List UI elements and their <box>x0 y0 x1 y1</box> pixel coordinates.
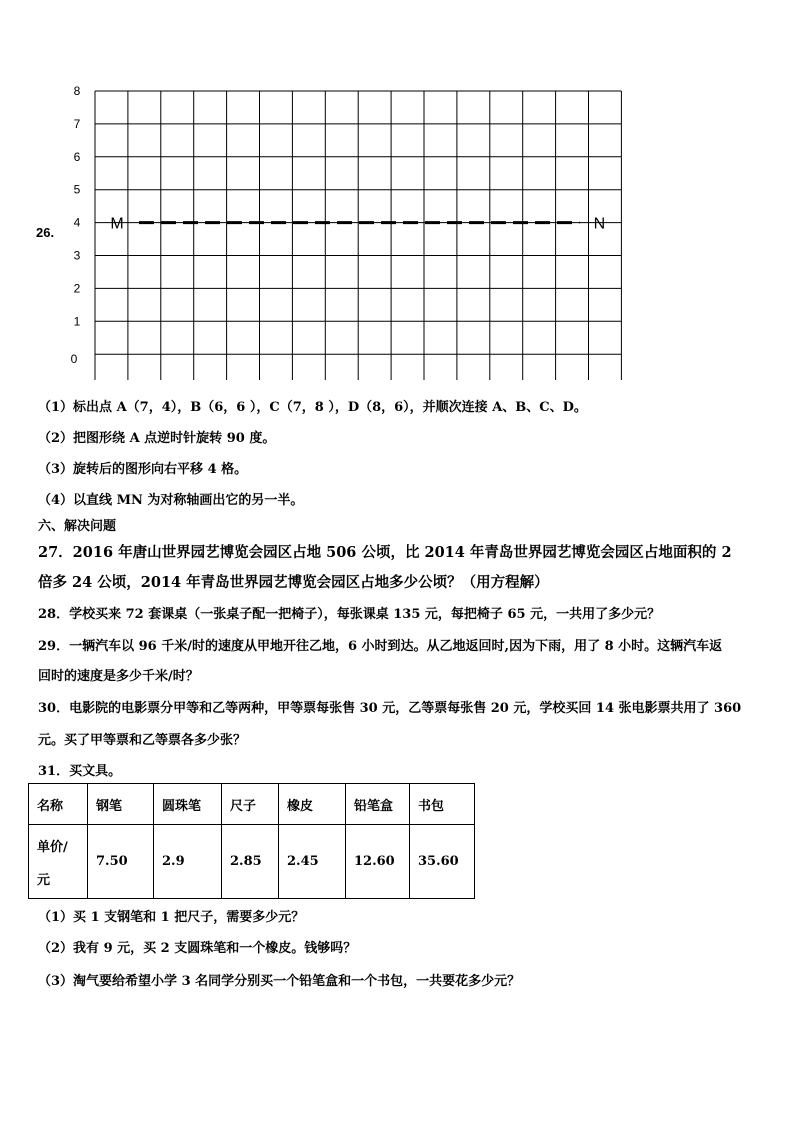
q29-line-1: 29．一辆汽车以 96 千米/时的速度从甲地开往乙地，6 小时到达。从乙地返回时,因为下雨，用了 8 小时。这辆汽车返 <box>38 639 723 654</box>
point-m-label: M <box>110 215 124 233</box>
point-n-label: N <box>593 215 606 233</box>
price-label-line-1: 单价/ <box>37 839 68 855</box>
question-26-number: 26. <box>36 225 55 240</box>
q26-part-3: （3）旋转后的图形向右平移 4 格。 <box>38 462 248 477</box>
q27-line-2: 倍多 24 公顷，2014 年青岛世界园艺博览会园区占地多少公顷？（用方程解） <box>38 574 549 591</box>
price-cell: 12.60 <box>346 825 410 899</box>
q31-part-1: （1）买 1 支钢笔和 1 把尺子，需要多少元？ <box>38 910 305 925</box>
q31-title: 31．买文具。 <box>38 764 122 779</box>
q30-line-2: 元。买了甲等票和乙等票各多少张？ <box>38 733 247 748</box>
origin-label: 0 <box>70 352 78 366</box>
price-label-line-2: 元 <box>37 872 51 888</box>
q28-text: 28．学校买来 72 套课桌（一张桌子配一把椅子），每张课桌 135 元，每把椅子 65 元，一共用了多少元？ <box>38 607 661 622</box>
grid-lines <box>95 91 621 380</box>
y-tick-label: 6 <box>73 149 81 164</box>
price-cell: 2.85 <box>222 825 279 899</box>
q31-part-3: （3）淘气要给希望小学 3 名同学分别买一个铅笔盒和一个书包，一共要花多少元？ <box>38 974 521 989</box>
item-cell: 尺子 <box>222 784 279 825</box>
item-cell: 钢笔 <box>88 784 154 825</box>
q26-part-1: （1）标出点 A（7，4），B（6，6 ），C（7，8 ），D（8，6），并顺次连接 A、B、C、D。 <box>38 400 587 415</box>
section-title: 六、解决问题 <box>38 519 117 534</box>
q31-part-2: （2）我有 9 元，买 2 支圆珠笔和一个橡皮。钱够吗？ <box>38 941 357 956</box>
price-table-value-row <box>29 825 475 899</box>
y-tick-label: 4 <box>73 215 81 230</box>
y-tick-label: 7 <box>73 116 81 131</box>
price-cell: 2.9 <box>154 825 222 899</box>
q26-part-4: （4）以直线 MN 为对称轴画出它的另一半。 <box>38 493 304 508</box>
q26-part-2: （2）把图形绕 A 点逆时针旋转 90 度。 <box>38 431 276 446</box>
header-label-cell: 名称 <box>29 784 88 825</box>
item-cell: 铅笔盒 <box>346 784 410 825</box>
item-cell: 圆珠笔 <box>154 784 222 825</box>
item-cell: 橡皮 <box>279 784 346 825</box>
q30-line-1: 30．电影院的电影票分甲等和乙等两种，甲等票每张售 30 元，乙等票每张售 20 元，学校买回 14 张电影票共用了 360 <box>38 701 742 716</box>
item-cell: 书包 <box>410 784 475 825</box>
y-axis-labels <box>74 84 81 328</box>
price-cell: 35.60 <box>410 825 475 899</box>
coordinate-grid <box>0 0 794 380</box>
q27-line-1: 27．2016 年唐山世界园艺博览会园区占地 506 公顷，比 2014 年青岛世界园艺博览会园区占地面积的 2 <box>38 544 732 561</box>
price-cell: 7.50 <box>88 825 154 899</box>
y-tick-label: 1 <box>73 314 81 329</box>
q29-line-2: 回时的速度是多少千米/时？ <box>38 669 199 684</box>
y-tick-label: 3 <box>73 248 81 263</box>
price-cell: 2.45 <box>279 825 346 899</box>
y-tick-label: 5 <box>73 182 81 197</box>
price-label-cell <box>29 825 88 899</box>
price-table-header-row <box>29 784 475 825</box>
y-tick-label: 2 <box>73 281 81 296</box>
y-tick-label: 8 <box>73 84 81 98</box>
price-table <box>28 783 475 899</box>
